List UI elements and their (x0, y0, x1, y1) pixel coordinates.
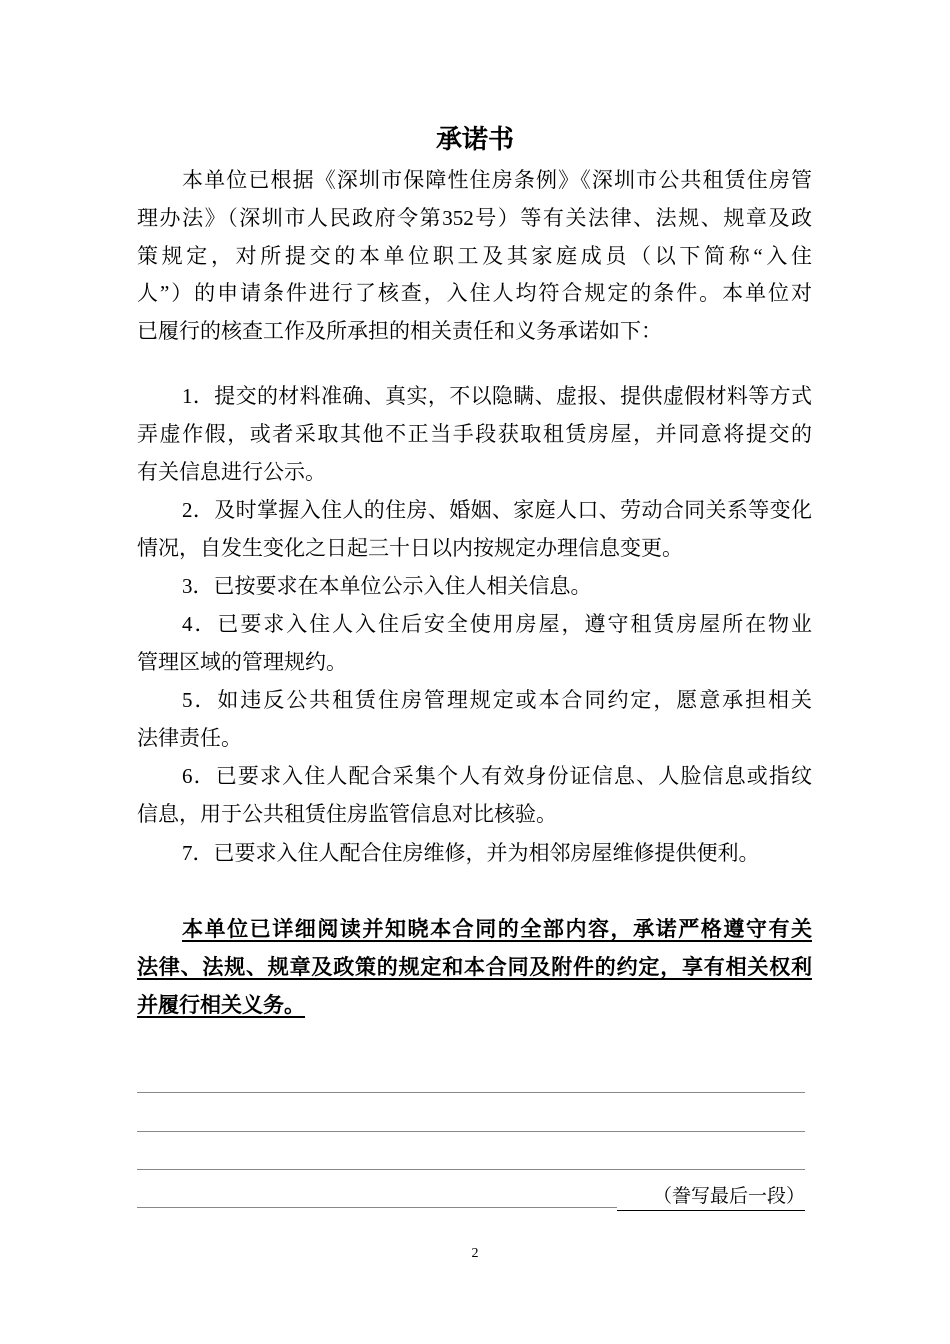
intro-line: 人”）的申请条件进行了核查，入住人均符合规定的条件。本单位对 (137, 281, 812, 305)
item-4-line: 4．已要求入住人入住后安全使用房屋，遵守租赁房屋所在物业 (182, 612, 812, 636)
item-5-line: 5．如违反公共租赁住房管理规定或本合同约定，愿意承担相关 (182, 688, 812, 712)
copy-note: （誊写最后一段） (617, 1184, 805, 1211)
item-2-line: 情况，自发生变化之日起三十日以内按规定办理信息变更。 (137, 536, 683, 560)
copy-line[interactable] (137, 1092, 805, 1093)
copy-line[interactable] (137, 1207, 617, 1208)
copy-line[interactable] (137, 1169, 805, 1170)
pledge-line: 并履行相关义务。 (137, 993, 305, 1017)
item-1-line: 有关信息进行公示。 (137, 460, 326, 484)
intro-line: 本单位已根据《深圳市保障性住房条例》《深圳市公共租赁住房管 (182, 168, 812, 192)
item-6-line: 6．已要求入住人配合采集个人有效身份证信息、人脸信息或指纹 (182, 764, 812, 788)
item-3-line: 3．已按要求在本单位公示入住人相关信息。 (182, 574, 592, 598)
page-number: 2 (471, 1246, 479, 1261)
document-title: 承诺书 (435, 125, 514, 154)
item-6-line: 信息，用于公共租赁住房监管信息对比核验。 (137, 802, 557, 826)
intro-line: 已履行的核查工作及所承担的相关责任和义务承诺如下： (137, 319, 662, 343)
item-5-line: 法律责任。 (137, 726, 242, 750)
copy-line[interactable] (137, 1131, 805, 1132)
item-1-line: 1．提交的材料准确、真实，不以隐瞒、虚报、提供虚假材料等方式 (182, 384, 812, 408)
item-4-line: 管理区域的管理规约。 (137, 650, 347, 674)
intro-line: 策规定，对所提交的本单位职工及其家庭成员（以下简称“入住 (137, 244, 812, 268)
item-2-line: 2．及时掌握入住人的住房、婚姻、家庭人口、劳动合同关系等变化 (182, 498, 812, 522)
item-7-line: 7．已要求入住人配合住房维修，并为相邻房屋维修提供便利。 (182, 841, 760, 865)
pledge-line: 法律、法规、规章及政策的规定和本合同及附件的约定，享有相关权利 (137, 955, 812, 979)
pledge-line: 本单位已详细阅读并知晓本合同的全部内容，承诺严格遵守有关 (182, 917, 812, 941)
item-1-line: 弄虚作假，或者采取其他不正当手段获取租赁房屋，并同意将提交的 (137, 422, 812, 446)
intro-line: 理办法》（深圳市人民政府令第352号）等有关法律、法规、规章及政 (137, 206, 812, 230)
